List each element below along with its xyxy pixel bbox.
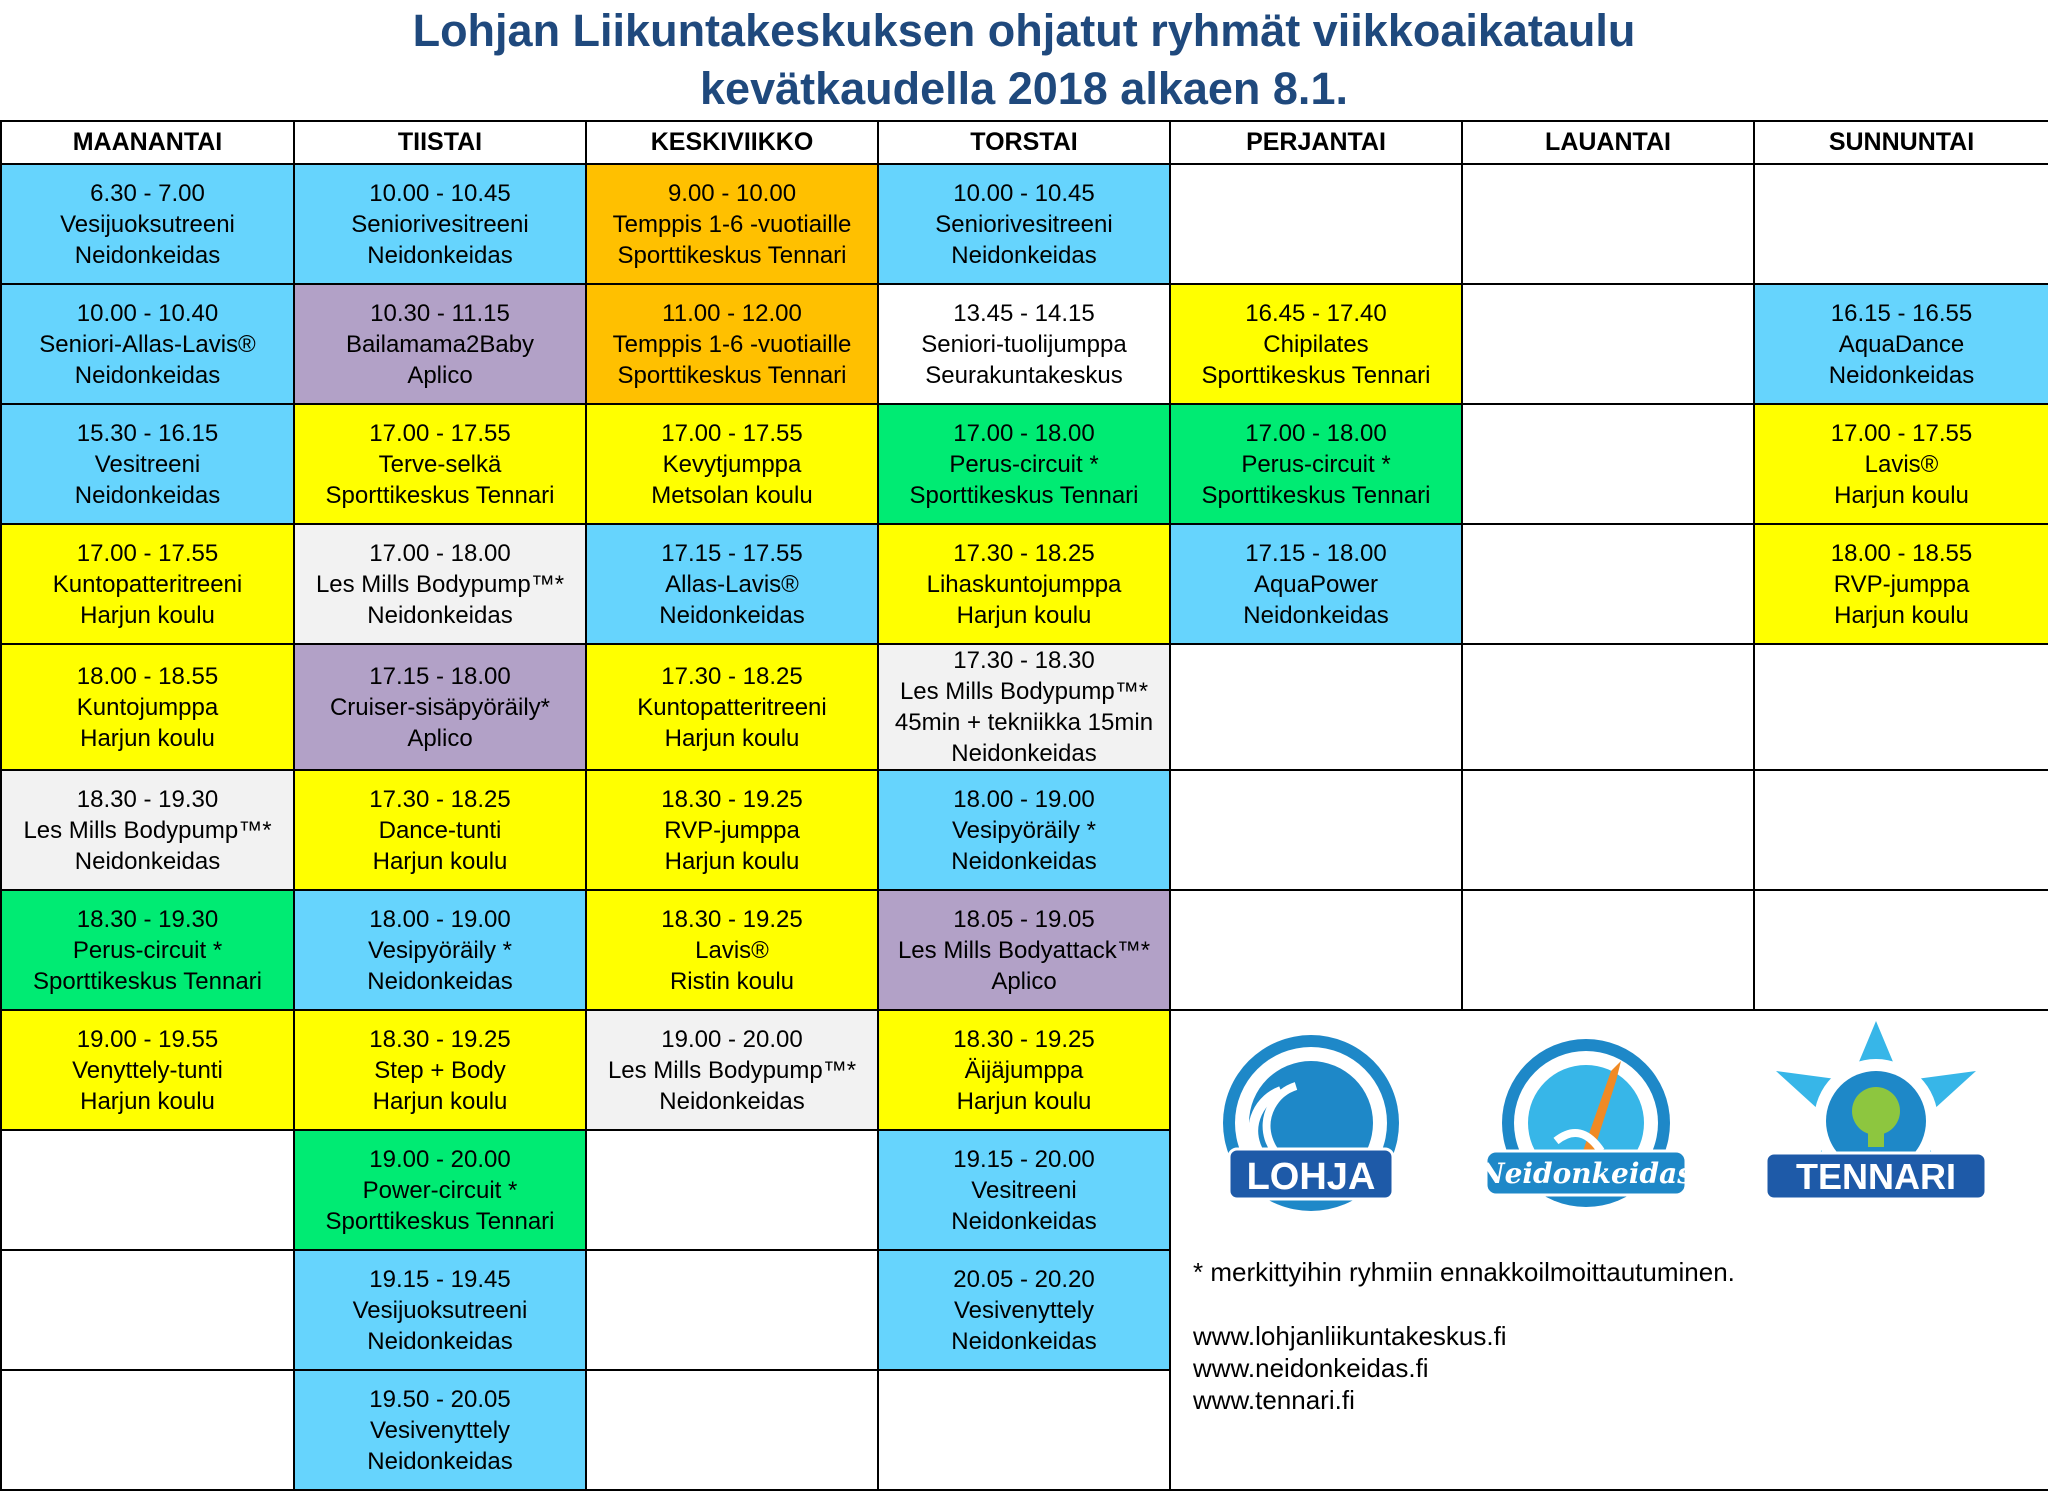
class-name: Lavis® (695, 936, 769, 964)
class-name: Seniorivesitreeni (351, 210, 529, 238)
class-slot (1, 890, 294, 1010)
class-time: 18.00 - 19.00 (369, 905, 511, 933)
day-header-tuesday: TIISTAI (294, 121, 586, 164)
class-slot (1754, 524, 2048, 644)
class-slot (586, 284, 878, 404)
class-location: Aplico (991, 967, 1057, 995)
class-time: 20.05 - 20.20 (953, 1265, 1095, 1293)
class-name: Les Mills Bodyattack™* (897, 936, 1151, 964)
link-tennari[interactable]: www.tennari.fi (1193, 1385, 1355, 1415)
class-name: Lavis® (1864, 450, 1939, 478)
class-name: Seniorivesitreeni (935, 210, 1113, 238)
link-neidonkeidas[interactable]: www.neidonkeidas.fi (1193, 1353, 1429, 1383)
class-name: Vesipyöräily * (951, 816, 1097, 844)
empty-slot (586, 1370, 878, 1490)
class-time: 18.05 - 19.05 (953, 905, 1095, 933)
empty-slot (1754, 644, 2048, 770)
class-slot (1754, 404, 2048, 524)
class-location: Neidonkeidas (659, 601, 805, 629)
class-location: Harjun koulu (1834, 481, 1969, 509)
class-time: 17.30 - 18.25 (661, 662, 803, 690)
tennari-logo (1756, 1011, 1996, 1231)
class-slot (586, 524, 878, 644)
class-time: 17.15 - 18.00 (369, 662, 511, 690)
class-slot (878, 644, 1170, 770)
class-time: 18.00 - 18.55 (1830, 539, 1973, 567)
class-slot (878, 1250, 1170, 1370)
day-header-friday: PERJANTAI (1170, 121, 1462, 164)
class-name: Perus-circuit * (1241, 450, 1391, 478)
schedule-row (1, 890, 2048, 1010)
class-slot (1170, 524, 1462, 644)
class-slot (1, 404, 294, 524)
class-name: Vesijuoksutreeni (60, 210, 235, 238)
class-time: 17.00 - 17.55 (661, 419, 803, 447)
class-slot (586, 164, 878, 284)
schedule-row (1, 524, 2048, 644)
class-name: Vesivenyttely (369, 1416, 511, 1444)
class-location: Sporttikeskus Tennari (325, 481, 555, 509)
class-time: 17.00 - 18.00 (369, 539, 511, 567)
class-location: Metsolan koulu (651, 481, 813, 509)
class-location: Neidonkeidas (367, 1447, 513, 1475)
class-time: 17.15 - 17.55 (661, 539, 803, 567)
class-location: Aplico (407, 724, 473, 752)
class-slot (1754, 284, 2048, 404)
class-location: Sporttikeskus Tennari (1201, 361, 1431, 389)
class-slot (586, 890, 878, 1010)
class-name: Les Mills Bodypump™* (315, 570, 565, 598)
class-time: 18.30 - 19.25 (953, 1025, 1095, 1053)
class-slot (878, 284, 1170, 404)
class-time: 19.15 - 20.00 (953, 1145, 1095, 1173)
class-slot (878, 770, 1170, 890)
empty-slot (1170, 890, 1462, 1010)
class-name: Chipilates (1263, 330, 1369, 358)
class-location: Harjun koulu (80, 1087, 215, 1115)
class-slot (878, 1010, 1170, 1130)
class-slot (1, 164, 294, 284)
class-slot (586, 770, 878, 890)
class-slot (1170, 284, 1462, 404)
class-time: 9.00 - 10.00 (667, 179, 797, 207)
class-slot (294, 404, 586, 524)
class-location: Neidonkeidas (951, 847, 1097, 875)
empty-slot (1754, 770, 2048, 890)
class-time: 18.30 - 19.30 (76, 905, 219, 933)
class-slot (294, 890, 586, 1010)
class-location: Harjun koulu (372, 847, 508, 875)
class-name: Les Mills Bodypump™* (23, 816, 272, 844)
empty-slot (1, 1250, 294, 1370)
class-location: Neidonkeidas (74, 847, 221, 875)
class-time: 17.30 - 18.25 (369, 785, 511, 813)
class-name: Seniori-Allas-Lavis® (39, 330, 256, 358)
class-name: Power-circuit * (362, 1176, 518, 1204)
class-slot (878, 404, 1170, 524)
class-slot (878, 524, 1170, 644)
class-location: Harjun koulu (80, 724, 215, 752)
class-name: Cruiser-sisäpyöräily* (329, 693, 551, 721)
empty-slot (586, 1250, 878, 1370)
class-name: Lihaskuntojumppa (926, 570, 1122, 598)
class-slot (294, 1010, 586, 1130)
class-location: Sporttikeskus Tennari (617, 241, 847, 269)
class-location: Neidonkeidas (74, 241, 221, 269)
class-time: 13.45 - 14.15 (953, 299, 1095, 327)
empty-slot (1754, 890, 2048, 1010)
class-slot (294, 284, 586, 404)
class-slot (586, 644, 878, 770)
title-line-1: Lohjan Liikuntakeskuksen ohjatut ryhmät viikkoaikataulu (412, 5, 1636, 56)
class-name: Kuntopatteritreeni (637, 693, 827, 721)
class-time: 19.00 - 20.00 (661, 1025, 803, 1053)
class-time: 17.00 - 18.00 (1245, 419, 1387, 447)
class-slot (294, 524, 586, 644)
empty-slot (1, 1370, 294, 1490)
info-panel (1170, 1010, 2048, 1490)
class-time: 18.30 - 19.25 (369, 1025, 511, 1053)
page-title (0, 2, 2048, 118)
empty-slot (586, 1130, 878, 1250)
class-time: 17.30 - 18.25 (953, 539, 1095, 567)
class-time: 18.00 - 19.00 (953, 785, 1095, 813)
class-slot (294, 1370, 586, 1490)
class-location: Neidonkeidas (951, 1207, 1097, 1235)
class-location: Neidonkeidas (74, 481, 221, 509)
class-slot (294, 1130, 586, 1250)
schedule-row (1, 1010, 2048, 1130)
class-name: Terve-selkä (378, 450, 502, 478)
class-location: Neidonkeidas (951, 1327, 1097, 1355)
schedule-row (1, 404, 2048, 524)
link-lohjanliikuntakeskus[interactable]: www.lohjanliikuntakeskus.fi (1193, 1321, 1507, 1351)
schedule-row (1, 770, 2048, 890)
class-time: 18.30 - 19.25 (661, 905, 803, 933)
schedule-row (1, 284, 2048, 404)
class-time: 10.00 - 10.45 (953, 179, 1095, 207)
class-slot (586, 404, 878, 524)
day-header-row (1, 121, 2048, 164)
tennari-logo-text: TENNARI (1796, 1156, 1956, 1197)
class-location: Sporttikeskus Tennari (325, 1207, 555, 1235)
class-location: Harjun koulu (664, 847, 800, 875)
class-time: 15.30 - 16.15 (76, 419, 219, 447)
class-slot (586, 1010, 878, 1130)
class-location: Neidonkeidas (74, 361, 221, 389)
day-header-thursday: TORSTAI (878, 121, 1170, 164)
empty-slot (1170, 164, 1462, 284)
class-time: 19.15 - 19.45 (369, 1265, 511, 1293)
class-location: Neidonkeidas (367, 1327, 513, 1355)
class-slot (294, 1250, 586, 1370)
class-name: Venyttely-tunti (72, 1056, 223, 1084)
class-name: Vesitreeni (971, 1176, 1077, 1204)
day-header-wednesday: KESKIVIIKKO (586, 121, 878, 164)
empty-slot (878, 1370, 1170, 1490)
class-time: 16.45 - 17.40 (1245, 299, 1387, 327)
class-time: 18.00 - 18.55 (76, 662, 219, 690)
schedule-row (1, 644, 2048, 770)
class-slot (1, 1010, 294, 1130)
class-time: 11.00 - 12.00 (662, 299, 802, 327)
class-location: Harjun koulu (664, 724, 800, 752)
class-slot (878, 890, 1170, 1010)
class-time: 10.00 - 10.45 (369, 179, 511, 207)
class-name: Les Mills Bodypump™* (899, 678, 1149, 705)
class-name: Seniori-tuolijumppa (921, 330, 1127, 358)
schedule-row (1, 164, 2048, 284)
class-name: Allas-Lavis® (665, 570, 799, 598)
class-location: Seurakuntakeskus (925, 361, 1123, 389)
class-time: 17.30 - 18.30 (953, 647, 1095, 674)
class-location: Sporttikeskus Tennari (617, 361, 847, 389)
class-name: Äijäjumppa (964, 1056, 1084, 1084)
class-slot (294, 770, 586, 890)
class-location: Neidonkeidas (367, 967, 513, 995)
class-name: Vesijuoksutreeni (352, 1296, 528, 1324)
class-location: Harjun koulu (80, 601, 215, 629)
empty-slot (1462, 404, 1754, 524)
class-time: 17.15 - 18.00 (1245, 539, 1387, 567)
class-name: Perus-circuit * (949, 450, 1099, 478)
class-name: Vesipyöräily * (367, 936, 513, 964)
day-header-saturday: LAUANTAI (1462, 121, 1754, 164)
class-name: Bailamama2Baby (345, 330, 535, 358)
class-time: 10.30 - 11.15 (370, 299, 510, 327)
class-location: Neidonkeidas (951, 241, 1097, 269)
neidonkeidas-logo (1471, 1031, 1701, 1231)
class-name: Temppis 1-6 -vuotiaille (612, 330, 852, 358)
registration-note: * merkittyihin ryhmiin ennakkoilmoittautuminen. (1193, 1257, 1735, 1287)
logos (1211, 1031, 2011, 1231)
class-name: Vesitreeni (94, 450, 201, 478)
empty-slot (1462, 524, 1754, 644)
class-name: 45min + tekniikka 15min (894, 709, 1154, 736)
class-name: Kevytjumppa (662, 450, 802, 478)
empty-slot (1462, 284, 1754, 404)
empty-slot (1170, 770, 1462, 890)
class-time: 16.15 - 16.55 (1830, 299, 1973, 327)
class-name: Kuntojumppa (76, 693, 219, 721)
class-time: 17.00 - 17.55 (1830, 419, 1973, 447)
class-location: Neidonkeidas (1243, 601, 1389, 629)
class-time: 17.00 - 17.55 (369, 419, 511, 447)
lohja-liikuntakeskus-logo (1211, 1031, 1411, 1231)
lohja-logo-text: LOHJA (1246, 1156, 1376, 1198)
class-name: Kuntopatteritreeni (52, 570, 243, 598)
info-notes (1193, 1256, 1735, 1416)
class-name: Temppis 1-6 -vuotiaille (612, 210, 852, 238)
class-slot (1170, 404, 1462, 524)
empty-slot (1170, 644, 1462, 770)
class-location: Neidonkeidas (659, 1087, 805, 1115)
class-location: Harjun koulu (372, 1087, 508, 1115)
title-line-2: kevätkaudella 2018 alkaen 8.1. (700, 63, 1348, 114)
day-header-sunday: SUNNUNTAI (1754, 121, 2048, 164)
class-name: Step + Body (374, 1056, 506, 1084)
class-slot (1, 524, 294, 644)
class-time: 6.30 - 7.00 (90, 179, 205, 207)
empty-slot (1462, 164, 1754, 284)
neidonkeidas-logo-text: Neidonkeidas (1479, 1157, 1693, 1190)
class-name: AquaPower (1253, 570, 1379, 598)
class-location: Harjun koulu (1834, 601, 1969, 629)
class-location: Sporttikeskus Tennari (1201, 481, 1431, 509)
class-slot (1, 644, 294, 770)
class-name: RVP-jumppa (1833, 570, 1970, 598)
class-name: Dance-tunti (378, 816, 502, 844)
weekly-schedule-table (0, 120, 2048, 1491)
class-slot (1, 284, 294, 404)
class-name: Les Mills Bodypump™* (607, 1056, 857, 1084)
class-time: 19.00 - 19.55 (76, 1025, 219, 1053)
empty-slot (1462, 644, 1754, 770)
class-slot (878, 1130, 1170, 1250)
class-location: Harjun koulu (956, 1087, 1092, 1115)
empty-slot (1754, 164, 2048, 284)
class-name: RVP-jumppa (664, 816, 800, 844)
class-name: Vesivenyttely (953, 1296, 1095, 1324)
class-slot (294, 164, 586, 284)
class-slot (878, 164, 1170, 284)
class-location: Aplico (407, 361, 473, 389)
class-slot (294, 644, 586, 770)
day-header-monday: MAANANTAI (1, 121, 294, 164)
class-location: Sporttikeskus Tennari (32, 967, 262, 995)
class-location: Neidonkeidas (951, 740, 1097, 767)
class-location: Harjun koulu (956, 601, 1092, 629)
empty-slot (1, 1130, 294, 1250)
class-time: 10.00 - 10.40 (76, 299, 219, 327)
class-location: Neidonkeidas (1828, 361, 1975, 389)
class-time: 18.30 - 19.30 (76, 785, 219, 813)
class-slot (1, 770, 294, 890)
class-time: 18.30 - 19.25 (661, 785, 803, 813)
empty-slot (1462, 770, 1754, 890)
empty-slot (1462, 890, 1754, 1010)
class-time: 17.00 - 17.55 (76, 539, 219, 567)
class-time: 17.00 - 18.00 (953, 419, 1095, 447)
class-time: 19.50 - 20.05 (369, 1385, 511, 1413)
class-location: Ristin koulu (669, 967, 795, 995)
class-location: Neidonkeidas (367, 601, 513, 629)
class-location: Sporttikeskus Tennari (909, 481, 1139, 509)
class-name: AquaDance (1838, 330, 1965, 358)
class-location: Neidonkeidas (367, 241, 513, 269)
class-time: 19.00 - 20.00 (369, 1145, 511, 1173)
class-name: Perus-circuit * (72, 936, 223, 964)
